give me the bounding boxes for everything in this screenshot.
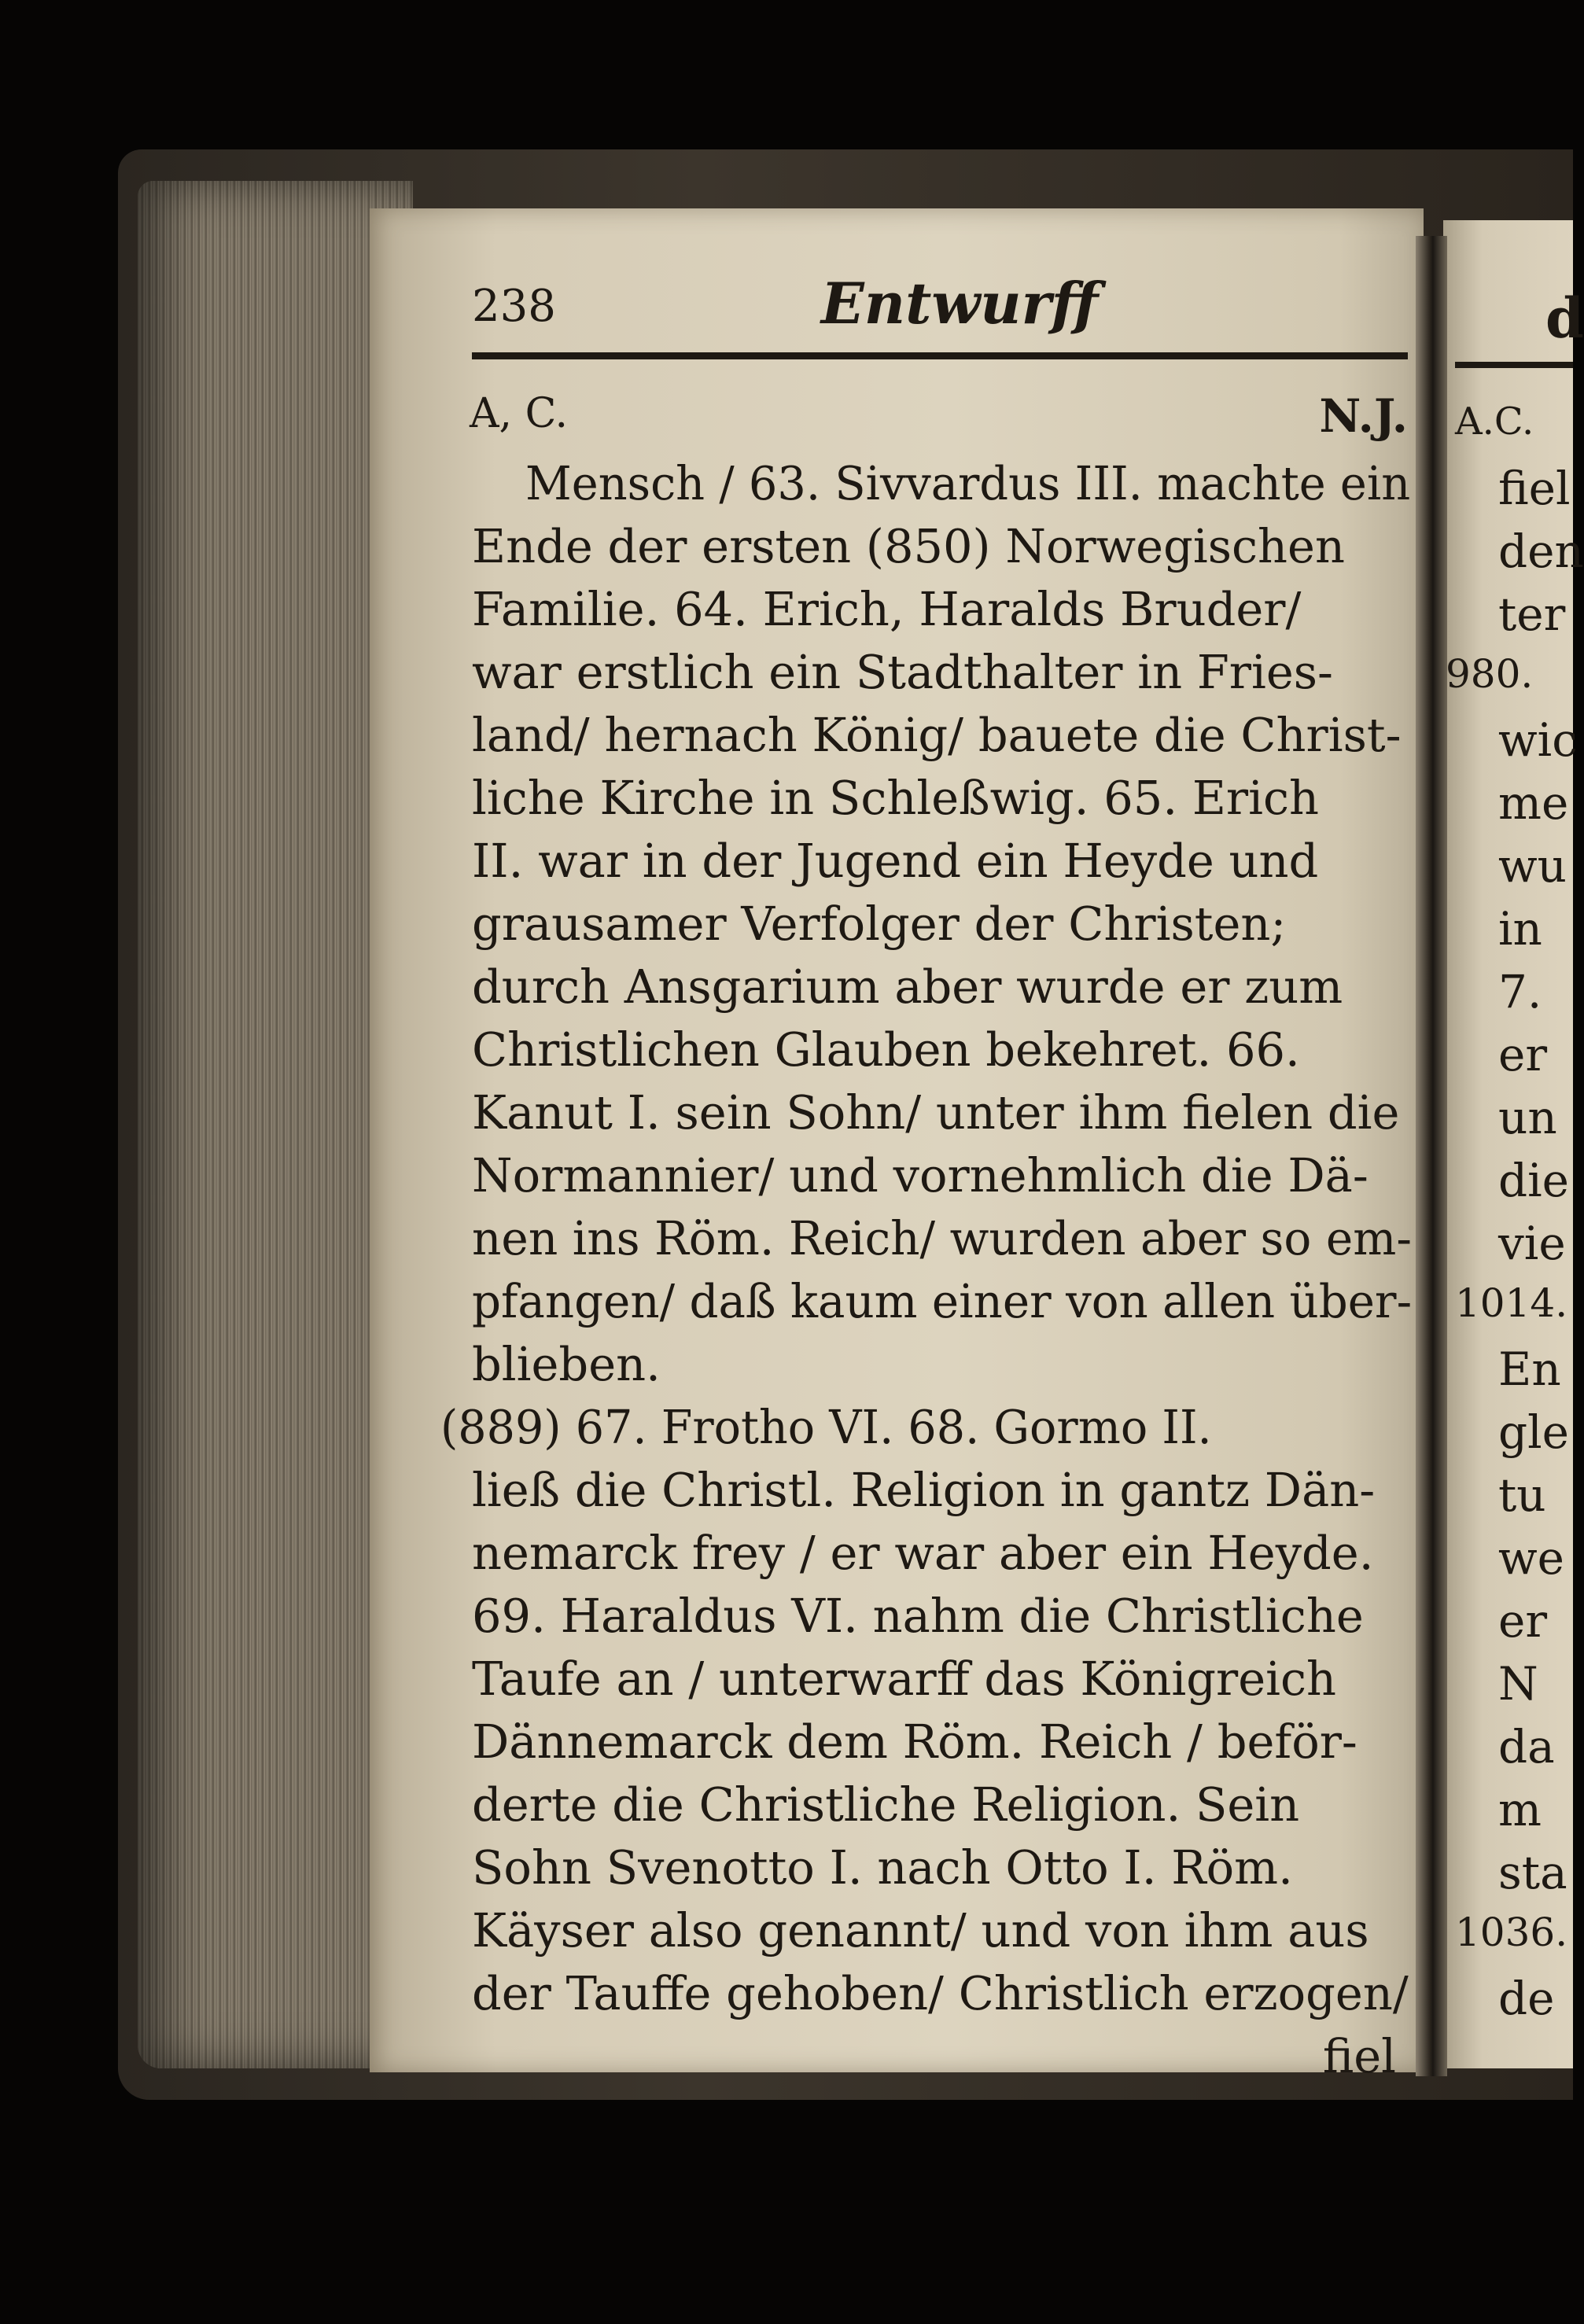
column-header-left: A, C.	[470, 390, 569, 437]
text-line: durch Ansgarium aber wurde er zum	[472, 959, 1343, 1014]
right-fragment: er	[1498, 1594, 1548, 1648]
right-fragment: die	[1498, 1154, 1570, 1207]
book-gutter	[1416, 236, 1447, 2076]
text-line: Kanut I. sein Sohn/ unter ihm fielen die	[472, 1085, 1400, 1140]
right-fragment: sta	[1498, 1846, 1567, 1899]
text-line: blieben.	[472, 1337, 661, 1391]
text-line: (889) 67. Frotho VI. 68. Gormo II.	[440, 1400, 1212, 1454]
text-line: liche Kirche in Schleßwig. 65. Erich	[472, 771, 1320, 825]
column-header-right: N.J.	[1319, 389, 1408, 443]
right-fragment: vie	[1498, 1217, 1566, 1270]
right-fragment: 980.	[1446, 651, 1534, 697]
right-fragment: er	[1498, 1028, 1548, 1081]
right-column-header: A.C.	[1455, 400, 1534, 444]
right-fragment: in	[1498, 902, 1542, 956]
page-number: 238	[472, 281, 556, 332]
running-head: Entwurff	[820, 270, 1099, 337]
right-fragment: fiel	[1498, 462, 1571, 515]
text-line: II. war in der Jugend ein Heyde und	[472, 834, 1319, 888]
text-line: Taufe an / unterwarff das Königreich	[472, 1652, 1337, 1706]
text-line: Normannier/ und vornehmlich die Dä-	[472, 1148, 1369, 1203]
text-line: land/ hernach König/ bauete die Christ-	[472, 708, 1402, 762]
text-line: Ende der ersten (850) Norwegischen	[472, 519, 1345, 573]
right-fragment: ter	[1498, 587, 1566, 641]
text-line: Sohn Svenotto I. nach Otto I. Röm.	[472, 1840, 1293, 1895]
right-fragment: m	[1498, 1783, 1542, 1836]
text-line: nemarck frey / er war aber ein Heyde.	[472, 1526, 1374, 1580]
right-fragment: de	[1498, 1972, 1555, 2025]
text-line: derte die Christliche Religion. Sein	[472, 1777, 1300, 1832]
right-fragment: da	[1498, 1720, 1555, 1773]
text-line: Dännemarck dem Röm. Reich / beför-	[472, 1714, 1357, 1769]
text-line: war erstlich ein Stadthalter in Fries-	[472, 645, 1333, 699]
right-fragment: gle	[1498, 1405, 1570, 1459]
right-fragment: 7.	[1498, 965, 1542, 1018]
right-fragment: me	[1498, 776, 1569, 830]
text-line: Christlichen Glauben bekehret. 66.	[472, 1022, 1300, 1077]
text-line: ließ die Christl. Religion in gantz Dän-	[472, 1463, 1376, 1517]
right-fragment: N	[1498, 1657, 1538, 1711]
body-text	[440, 452, 1413, 2088]
text-line: Familie. 64. Erich, Haralds Bruder/	[472, 582, 1302, 636]
right-fragment: 1014.	[1455, 1280, 1568, 1326]
text-line: nen ins Röm. Reich/ wurden aber so em-	[472, 1211, 1412, 1265]
text-line: der Tauffe gehoben/ Christlich erzogen/	[472, 1966, 1409, 2020]
text-line: Mensch / 63. Sivvardus III. machte ein	[525, 456, 1411, 510]
text-line: pfangen/ daß kaum einer von allen über-	[472, 1274, 1413, 1328]
right-fragment: we	[1498, 1531, 1564, 1585]
text-line: Käyser also genannt/ und von ihm aus	[472, 1903, 1369, 1958]
right-fragment: wic	[1498, 713, 1578, 767]
catchword: fiel	[1322, 2029, 1396, 2083]
right-fragment: wu	[1498, 839, 1567, 893]
right-fragment: den	[1498, 525, 1584, 578]
right-running-head: d	[1545, 285, 1584, 351]
text-line: grausamer Verfolger der Christen;	[472, 897, 1287, 951]
text-line: 69. Haraldus VI. nahm die Christliche	[472, 1589, 1364, 1643]
right-fragment: un	[1498, 1091, 1557, 1144]
right-fragment: 1036.	[1455, 1910, 1568, 1955]
right-fragment: En	[1498, 1342, 1561, 1396]
right-header-rule	[1455, 362, 1573, 368]
right-fragment: tu	[1498, 1468, 1546, 1522]
header-rule	[472, 352, 1408, 359]
